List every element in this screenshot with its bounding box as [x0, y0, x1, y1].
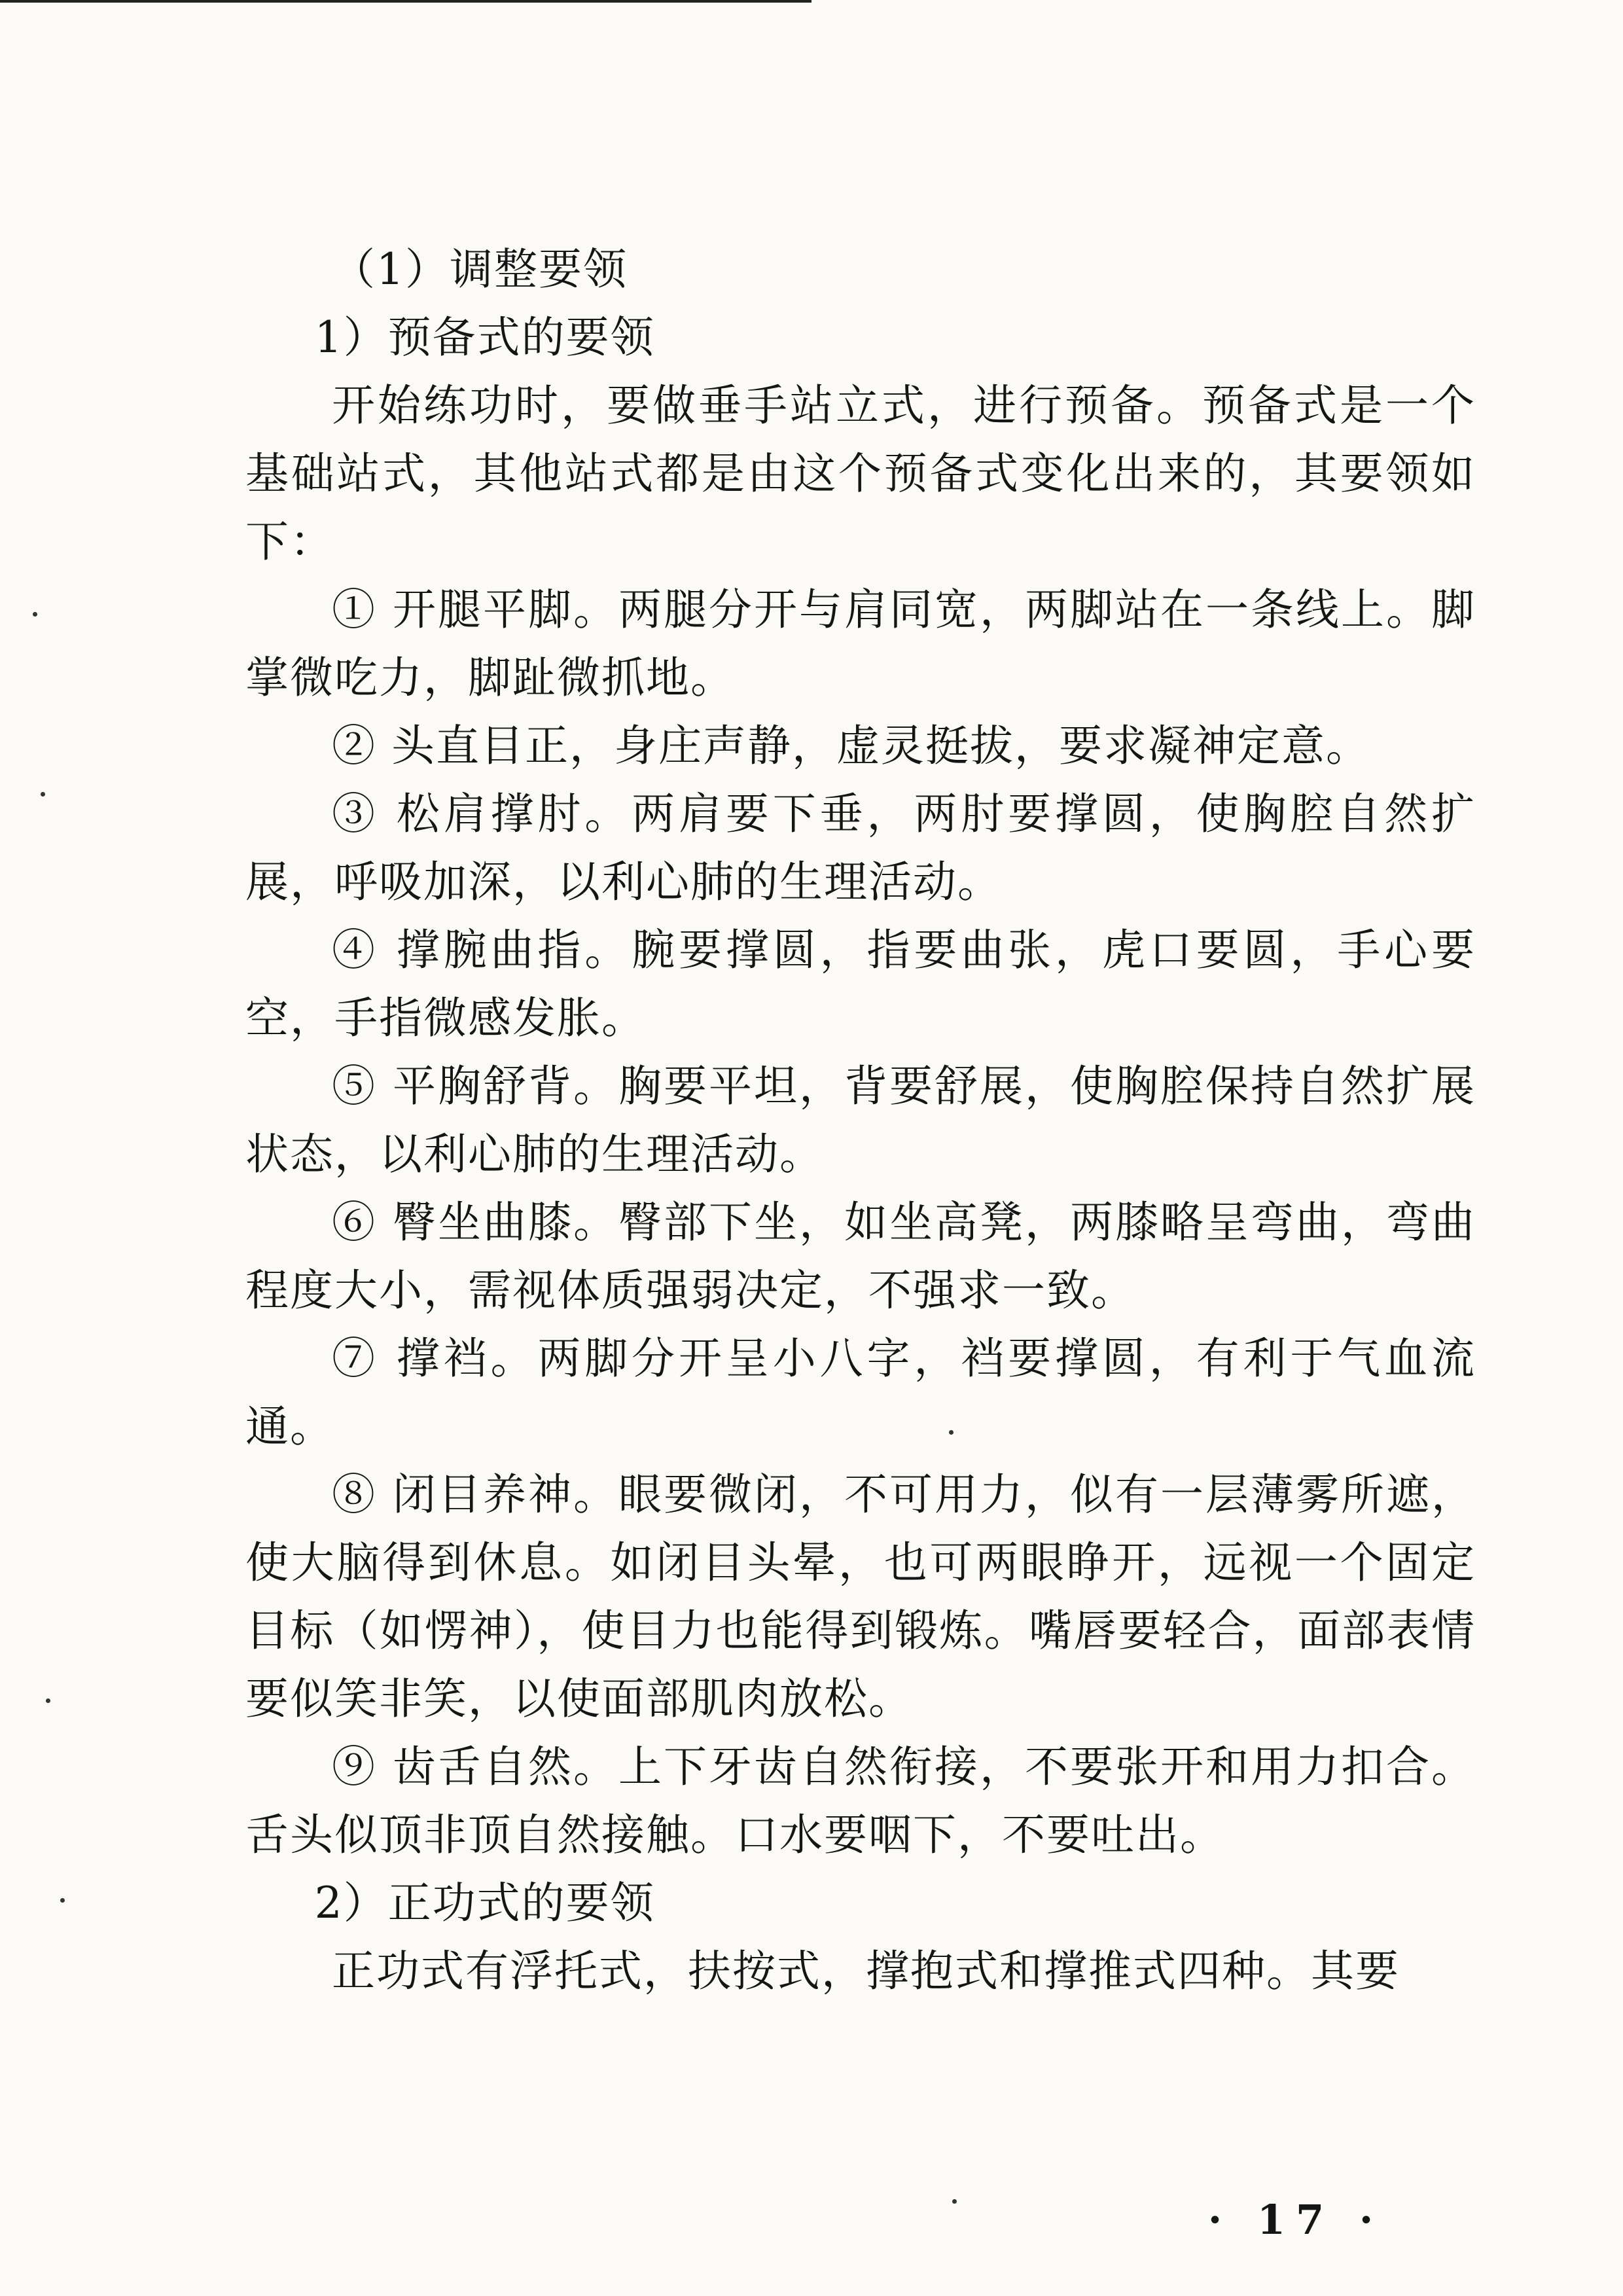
item-3: ③ 松肩撑肘。两肩要下垂，两肘要撑圆，使胸腔自然扩展，呼吸加深，以利心肺的生理活动。 — [245, 789, 1476, 907]
scan-speck — [41, 792, 45, 797]
page-body — [245, 236, 1476, 2005]
item-4: ④ 撑腕曲指。腕要撑圆，指要曲张，虎口要圆，手心要空，手指微感发胀。 — [245, 925, 1476, 1043]
item-2: ② 头直目正，身庄声静，虚灵挺拔，要求凝神定意。 — [332, 721, 1370, 771]
scan-speck — [46, 1698, 50, 1703]
page-number: · 17 · — [1207, 2196, 1384, 2244]
scan-speck — [952, 2199, 957, 2204]
scan-speck — [949, 1430, 954, 1435]
scan-speck — [60, 1898, 65, 1903]
item-7: ⑦ 撑裆。两脚分开呈小八字，裆要撑圆，有利于气血流通。 — [245, 1333, 1476, 1452]
subsection-heading-main-form: 2）正功式的要领 — [314, 1878, 655, 1928]
item-6: ⑥ 臀坐曲膝。臀部下坐，如坐高凳，两膝略呈弯曲，弯曲程度大小，需视体质强弱决定，不强求一致。 — [245, 1197, 1476, 1316]
item-9: ⑨ 齿舌自然。上下牙齿自然衔接，不要张开和用力扣合。舌头似顶非顶自然接触。口水要咽下，不要吐出。 — [245, 1742, 1476, 1860]
intro-paragraph: 开始练功时，要做垂手站立式，进行预备。预备式是一个基础站式，其他站式都是由这个预备式变化出来的，其要领如下： — [245, 380, 1476, 567]
top-border-line — [0, 0, 812, 3]
item-1: ① 开腿平脚。两腿分开与肩同宽，两脚站在一条线上。脚掌微吃力，脚趾微抓地。 — [245, 584, 1476, 703]
closing-paragraph: 正功式有浮托式，扶按式，撑抱式和撑推式四种。其要 — [332, 1946, 1400, 1996]
section-heading: （1）调整要领 — [332, 244, 628, 295]
item-8: ⑧ 闭目养神。眼要微闭，不可用力，似有一层薄雾所遮，使大脑得到休息。如闭目头晕，也可两眼睁开，远视一个固定目标（如愣神），使目力也能得到锻炼。嘴唇要轻合，面部表情要似笑非笑，以使面部肌肉放松。 — [245, 1469, 1476, 1724]
item-5: ⑤ 平胸舒背。胸要平坦，背要舒展，使胸腔保持自然扩展状态，以利心肺的生理活动。 — [245, 1061, 1476, 1179]
subsection-heading-preparation: 1）预备式的要领 — [314, 312, 655, 363]
scan-speck — [33, 612, 37, 617]
